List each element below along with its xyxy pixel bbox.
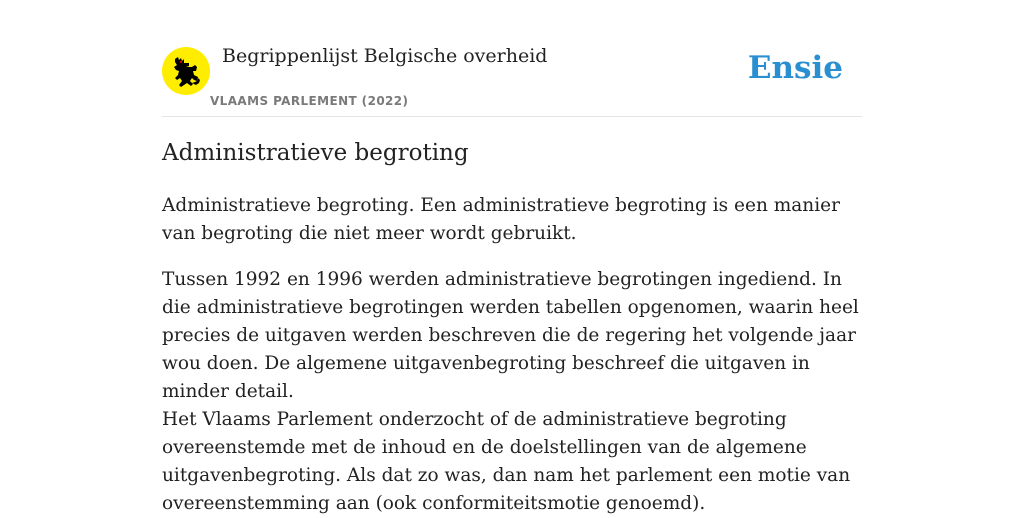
body-paragraph: Het Vlaams Parlement onderzocht of de administratieve begroting overeenstemde met de inhoud en de doelstellingen van de algemene uitgavenbegroting. Als dat zo was, dan nam het parlement een motie van overeenstemming aan (ook conformiteitsmotie genoemd). [162, 409, 851, 514]
source-header [162, 0, 862, 117]
page-title: Administratieve begroting [162, 140, 469, 166]
body-paragraph: Tussen 1992 en 1996 werden administratieve begrotingen ingediend. In die administratieve begrotingen werden tabellen opgenomen, waarin heel precies de uitgaven werden beschreven die de regering het volgende jaar wou doen. De algemene uitgavenbegroting beschreef die uitgaven in minder detail. [162, 269, 859, 402]
page-container [162, 0, 862, 514]
lion-shape [162, 47, 210, 95]
definition-paragraph: Administratieve begroting. Een administratieve begroting is een manier van begroting die niet meer wordt gebruikt. [162, 195, 840, 244]
source-subtitle: VLAAMS PARLEMENT (2022) [210, 94, 409, 108]
brand-logo[interactable]: Ensie [747, 50, 843, 86]
flemish-lion-icon[interactable] [162, 47, 210, 95]
source-title[interactable]: Begrippenlijst Belgische overheid [222, 45, 548, 67]
